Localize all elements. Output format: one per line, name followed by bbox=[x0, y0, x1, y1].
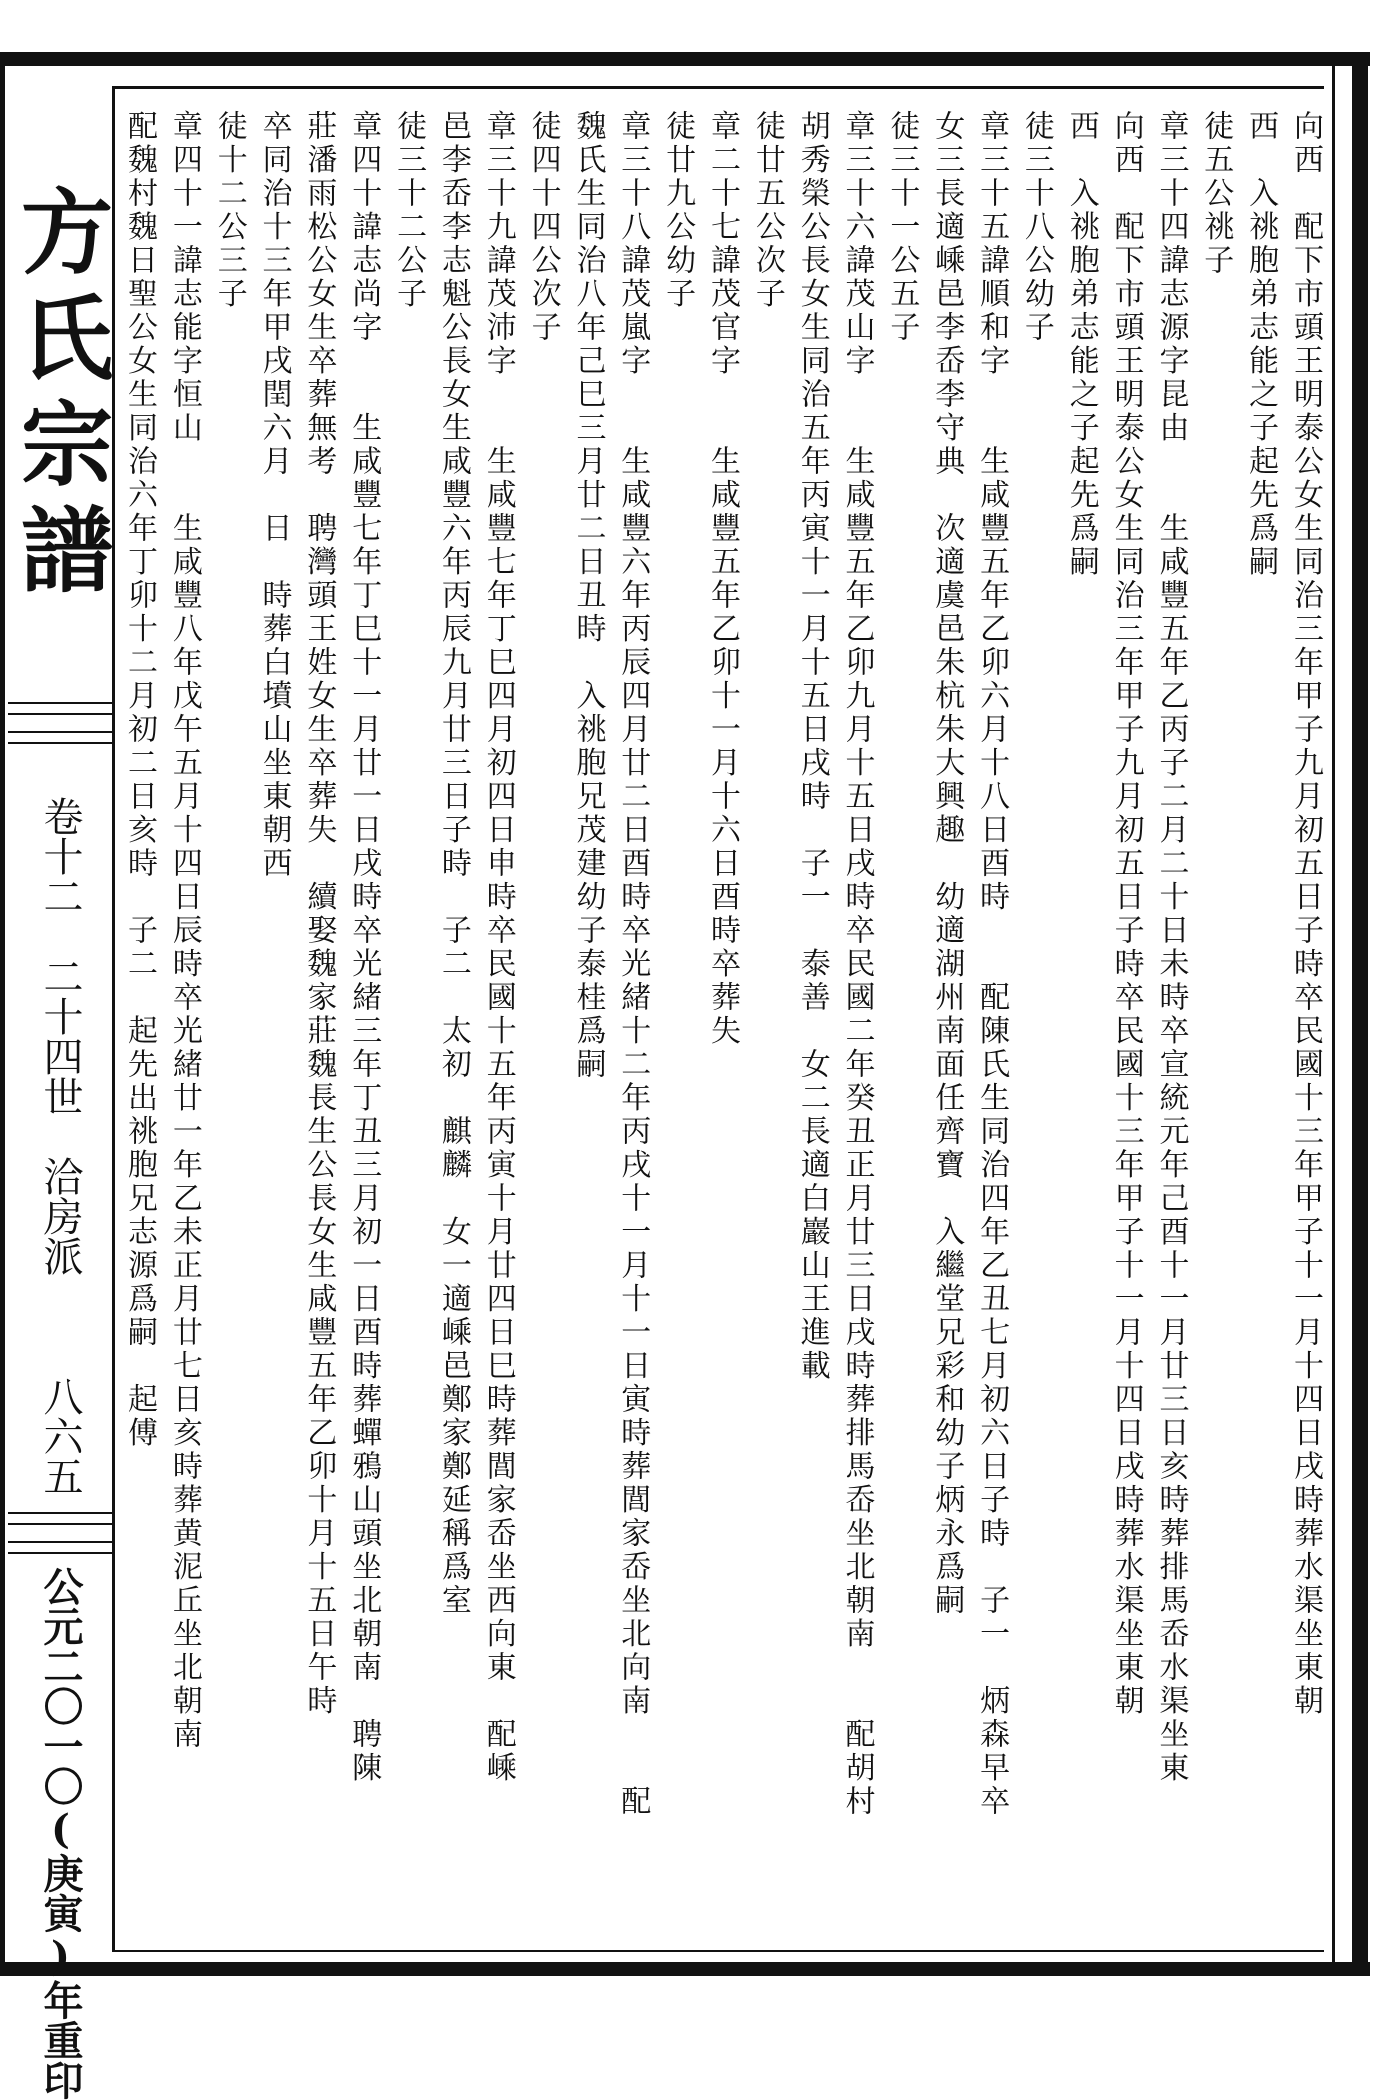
volume-label: 卷十二 bbox=[37, 796, 83, 916]
fishtail-top-ornament bbox=[8, 702, 112, 744]
frame-bottom-rule bbox=[0, 1962, 1370, 1976]
column-text: 徒廿五公次子 bbox=[749, 110, 785, 311]
text-column bbox=[1236, 110, 1280, 1930]
volume-generation-branch bbox=[38, 796, 82, 1276]
column-text: 章三十六諱茂山字 生咸豐五年乙卯九月十五日戌時卒民國二年癸丑正月廿三日戌時葬排馬岙坐北朝南 配胡村 bbox=[839, 110, 875, 1819]
genealogy-text bbox=[115, 110, 1325, 1930]
column-text: 章三十八諱茂嵐字 生咸豐六年丙辰四月廿二日酉時卒光緒十二年丙戌十一月十一日寅時葬閭家岙坐北向南 配 bbox=[615, 110, 651, 1819]
text-column bbox=[967, 110, 1011, 1930]
column-text: 向西 配下市頭王明泰公女生同治三年甲子九月初五日子時卒民國十三年甲子十一月十四日戌時葬水渠坐東朝 bbox=[1108, 110, 1144, 1718]
column-text: 魏氏生同治八年己巳三月廿二日丑時 入祧胞兄茂建幼子泰桂爲嗣 bbox=[570, 110, 606, 1082]
text-column bbox=[1191, 110, 1235, 1930]
column-text: 莊潘雨松公女生卒葬無考 聘灣頭王姓女生卒葬失 續娶魏家莊魏長生公長女生咸豐五年乙卯十月十五日午時 bbox=[301, 110, 337, 1718]
text-column bbox=[429, 110, 473, 1930]
column-text: 向西 配下市頭王明泰公女生同治三年甲子九月初五日子時卒民國十三年甲子十一月十四日戌時葬水渠坐東朝 bbox=[1288, 110, 1323, 1718]
column-text: 章三十九諱茂沛字 生咸豐七年丁巳四月初四日申時卒民國十五年丙寅十月廿四日巳時葬閭家岙坐西向東 配嵊 bbox=[480, 110, 516, 1785]
text-column bbox=[294, 110, 338, 1930]
frame-left-rule bbox=[0, 52, 5, 1976]
text-column bbox=[1057, 110, 1101, 1930]
column-text: 徒五公祧子 bbox=[1198, 110, 1234, 278]
column-text: 徒三十二公子 bbox=[391, 110, 427, 311]
column-text: 章四十諱志尚字 生咸豐七年丁巳十一月廿一日戌時卒光緒三年丁丑三月初一日酉時葬蟬鴉山頭坐北朝南 聘陳 bbox=[346, 110, 382, 1785]
text-column bbox=[698, 110, 742, 1930]
text-column bbox=[1102, 110, 1146, 1930]
fishtail-bottom-ornament bbox=[8, 1512, 112, 1554]
text-column bbox=[205, 110, 249, 1930]
text-column bbox=[339, 110, 383, 1930]
text-column bbox=[653, 110, 697, 1930]
column-text: 徒廿九公幼子 bbox=[660, 110, 696, 311]
frame-right-rule bbox=[1352, 52, 1368, 1976]
text-column bbox=[115, 110, 159, 1930]
text-column bbox=[474, 110, 518, 1930]
text-column bbox=[160, 110, 204, 1930]
text-column bbox=[743, 110, 787, 1930]
column-text: 徒四十四公次子 bbox=[525, 110, 561, 345]
text-column bbox=[833, 110, 877, 1930]
text-column bbox=[1012, 110, 1056, 1930]
reprint-note: 公元二〇一〇(庚寅)年重印 bbox=[37, 1566, 84, 2100]
text-column bbox=[1146, 110, 1190, 1930]
branch-label: 洽房派 bbox=[37, 1156, 83, 1276]
column-text: 女三長適嵊邑李岙李守典 次適虞邑朱杭朱大興趣 幼適湖州南面任齊寶 入繼堂兄彩和幼子炳永爲嗣 bbox=[929, 110, 965, 1618]
text-column bbox=[519, 110, 563, 1930]
column-text: 徒十二公三子 bbox=[211, 110, 247, 311]
column-text: 徒三十一公五子 bbox=[884, 110, 920, 345]
book-title: 方氏宗譜 bbox=[6, 184, 114, 608]
column-text: 卒同治十三年甲戌閏六月 日 時葬白墳山坐東朝西 bbox=[256, 110, 292, 881]
page-number: 八六五 bbox=[37, 1376, 83, 1496]
text-column bbox=[1281, 110, 1325, 1930]
column-text: 章三十五諱順和字 生咸豐五年乙卯六月十八日酉時 配陳氏生同治四年乙丑七月初六日子時 子一 炳森早卒 bbox=[974, 110, 1010, 1819]
column-text: 西 入祧胞弟志能之子起先爲嗣 bbox=[1243, 110, 1279, 579]
text-column bbox=[788, 110, 832, 1930]
frame-right-inner-rule bbox=[1332, 60, 1335, 1970]
column-text: 胡秀榮公長女生同治五年丙寅十一月十五日戌時 子一 泰善 女二長適白巖山王進載 bbox=[794, 110, 830, 1383]
text-column bbox=[384, 110, 428, 1930]
column-text: 徒三十八公幼子 bbox=[1018, 110, 1054, 345]
column-text: 配魏村魏日聖公女生同治六年丁卯十二月初二日亥時 子二 起先出祧胞兄志源爲嗣 起傅 bbox=[122, 110, 157, 1450]
column-text: 章四十一諱志能字恒山 生咸豐八年戊午五月十四日辰時卒光緒廿一年乙未正月廿七日亥時葬黄泥丘坐北朝南 bbox=[166, 110, 202, 1752]
page-margin bbox=[6, 66, 114, 2100]
column-text: 西 入祧胞弟志能之子起先爲嗣 bbox=[1063, 110, 1099, 579]
text-column bbox=[563, 110, 607, 1930]
text-column bbox=[877, 110, 921, 1930]
frame-top-rule bbox=[0, 52, 1370, 66]
generation-label: 二十四世 bbox=[37, 956, 83, 1116]
text-column bbox=[250, 110, 294, 1930]
text-column bbox=[608, 110, 652, 1930]
column-text: 章二十七諱茂官字 生咸豐五年乙卯十一月十六日酉時卒葬失 bbox=[705, 110, 740, 1048]
column-text: 邑李岙李志魁公長女生咸豐六年丙辰九月廿三日子時 子二 太初 麒麟 女一適嵊邑鄭家鄭延稱爲室 bbox=[435, 110, 471, 1618]
text-column bbox=[922, 110, 966, 1930]
column-text: 章三十四諱志源字昆由 生咸豐五年乙丙子二月二十日未時卒宣統元年己酉十一月廿三日亥時葬排馬岙水渠坐東 bbox=[1153, 110, 1189, 1785]
